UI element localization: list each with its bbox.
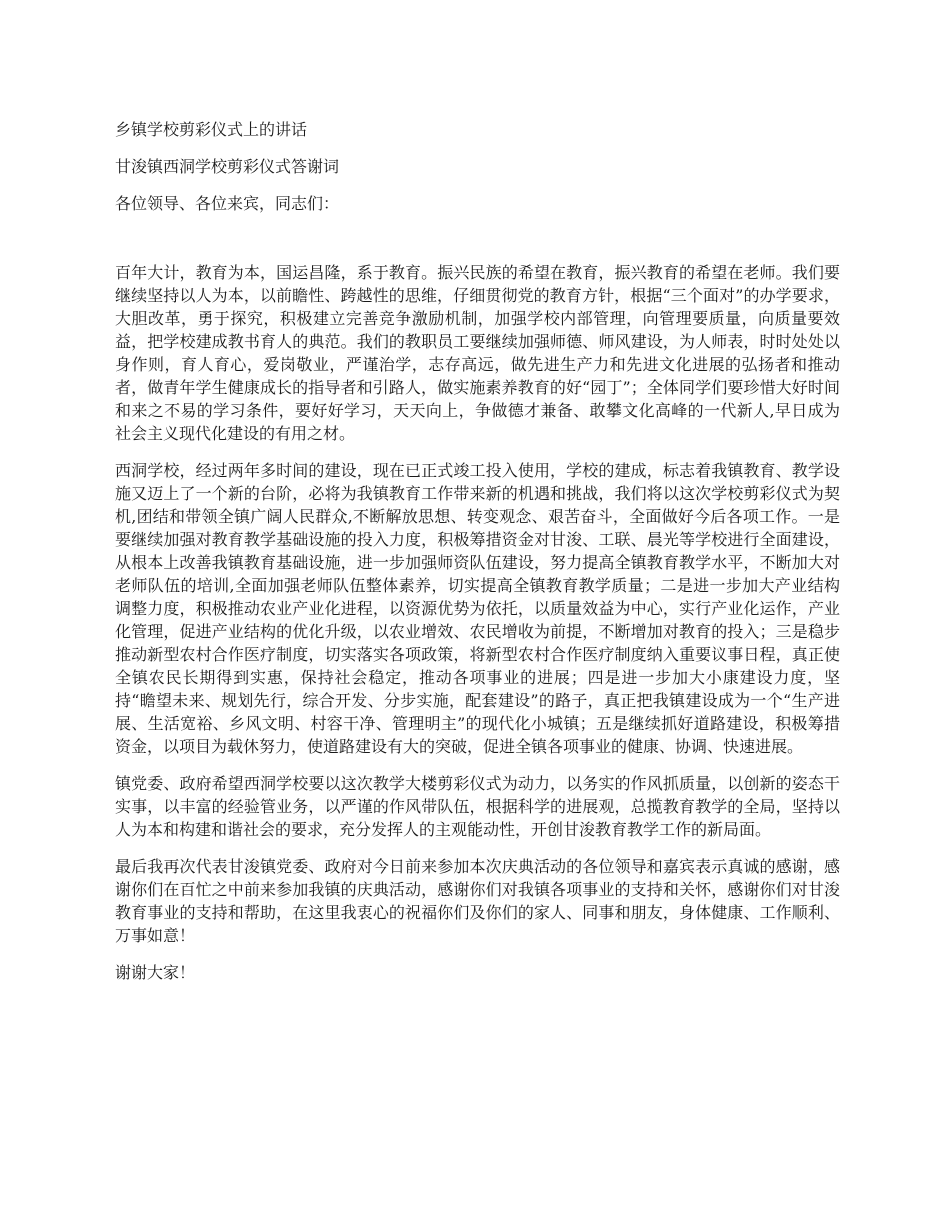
- spacer: [115, 229, 840, 261]
- paragraph-education-mission: 百年大计，教育为本，国运昌隆，系于教育。振兴民族的希望在教育，振兴教育的希望在老师。我们要继续坚持以人为本，以前瞻性、跨越性的思维，仔细贯彻党的教育方针，根据“三个面对”的办学要求，大胆改革，勇于探究，积极建立完善竞争激励机制，加强学校内部管理，向管理要质量，向质量要效益，把学校建成教书育人的典范。我们的教职员工要继续加强师德、师风建设，为人师表，时时处处以身作则，育人育心，爱岗敬业，严谨治学，志存高远，做先进生产力和先进文化进展的弘扬者和推动者，做青年学生健康成长的指导者和引路人，做实施素养教育的好“园丁”；全体同学们要珍惜大好时间和来之不易的学习条件，要好好学习，天天向上，争做德才兼备、敢攀文化高峰的一代新人,早日成为社会主义现代化建设的有用之材。: [115, 263, 840, 443]
- document-title: 乡镇学校剪彩仪式上的讲话: [115, 120, 308, 139]
- paragraph-party-expectations: 镇党委、政府希望西洞学校要以这次教学大楼剪彩仪式为动力，以务实的作风抓质量，以创新的姿态干实事，以丰富的经验管业务，以严谨的作风带队伍，根据科学的进展观，总揽教育教学的全局，坚持以人为本和构建和谐社会的要求，充分发挥人的主观能动性，开创甘浚教育教学工作的新局面。: [115, 774, 840, 839]
- paragraph-school-construction: 西洞学校，经过两年多时间的建设，现在已正式竣工投入使用，学校的建成，标志着我镇教育、教学设施又迈上了一个新的台阶，必将为我镇教育工作带来新的机遇和挑战，我们将以这次学校剪彩仪式为契机,团结和带领全镇广阔人民群众,不断解放思想、转变观念、艰苦奋斗，全面做好今后各项工作。一是要继续加强对教育教学基础设施的投入力度，积极筹措资金对甘浚、工联、晨光等学校进行全面建设，从根本上改善我镇教育基础设施，进一步加强师资队伍建设，努力提高全镇教育教学水平，不断加大对老师队伍的培训,全面加强老师队伍整体素养，切实提高全镇教育教学质量；二是进一步加大产业结构调整力度，积极推动农业产业化进程，以资源优势为依托，以质量效益为中心，实行产业化运作，产业化管理，促进产业结构的优化升级，以农业增效、农民增收为前提，不断增加对教育的投入；三是稳步推动新型农村合作医疗制度，切实落实各项政策，将新型农村合作医疗制度纳入重要议事日程，真正使全镇农民长期得到实惠，保持社会稳定，推动各项事业的进展；四是进一步加大小康建设力度，坚持“瞻望未来、规划先行，综合开发、分步实施，配套建设”的路子，真正把我镇建设成为一个“生产进展、生活宽裕、乡风文明、村容干净、管理明主”的现代化小城镇；五是继续抓好道路建设，积极筹措资金，以项目为载休努力，使道路建设有大的突破，促进全镇各项事业的健康、协调、快速进展。: [115, 461, 840, 756]
- salutation: 各位领导、各位来宾，同志们：: [115, 194, 340, 213]
- paragraph-thanks: 最后我再次代表甘浚镇党委、政府对今日前来参加本次庆典活动的各位领导和嘉宾表示真诚的感谢，感谢你们在百忙之中前来参加我镇的庆典活动，感谢你们对我镇各项事业的支持和关怀，感谢你们对甘浚教育事业的支持和帮助，在这里我衷心的祝福你们及你们的家人、同事和朋友，身体健康、工作顺利、万事如意！: [115, 857, 840, 945]
- document-subtitle: 甘浚镇西洞学校剪彩仪式答谢词: [115, 157, 340, 176]
- document-page: [115, 118, 840, 984]
- closing-remark: 谢谢大家！: [115, 963, 196, 982]
